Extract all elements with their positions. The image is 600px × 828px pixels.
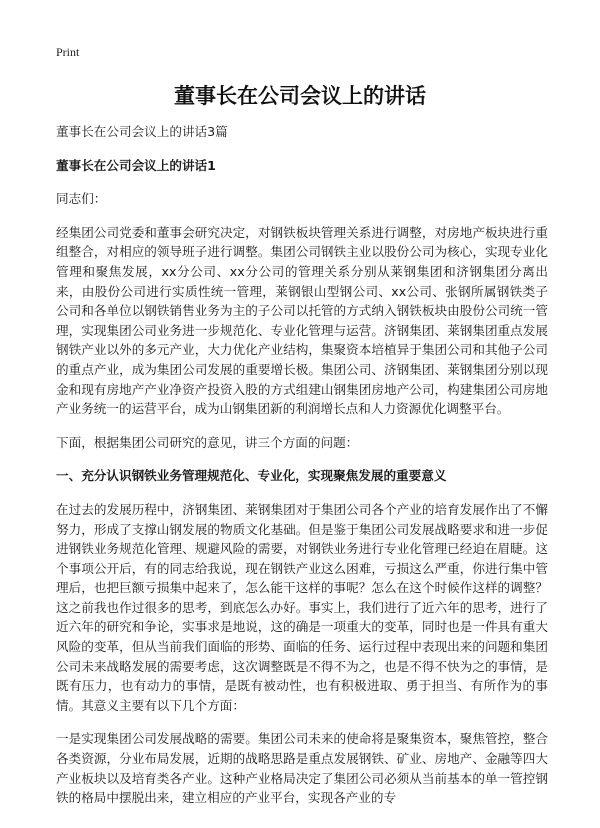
print-link[interactable]: Print xyxy=(56,45,80,59)
greeting: 同志们： xyxy=(56,191,107,207)
document-body xyxy=(56,122,548,820)
document-subtitle: 董事长在公司会议上的讲话3篇 xyxy=(56,124,228,139)
document-title: 董事长在公司会议上的讲话 xyxy=(174,84,426,108)
paragraph: 经集团公司党委和董事会研究决定，对钢铁板块管理关系进行调整，对房地产板块进行重组整合，对相应的领导班子进行调整。集团公司钢铁主业以股份公司为核心，实现专业化管理和聚焦发展，xx分公司、xx分公司的管理关系分别从莱钢集团和济钢集团分离出来，由股份公司进行实质性统一管理，莱钢银山型钢公司、xx公司、张钢所属钢铁类子公司和各单位以钢铁销售业务为主的子公司以托管的方式纳入钢铁板块由股份公司统一管理，实现集团公司业务进一步规范化、专业化管理与运营。济钢集团、莱钢集团重点发展钢铁产业以外的多元产业，大力优化产业结构，集聚资本培植异于集团公司和其他子公司的重点产业，成为集团公司发展的重要增长极。集团公司、济钢集团、莱钢集团分别以现金和现有房地产产业净资产投资入股的方式组建山钢集团房地产公司，构建集团公司房地产业务统一的运营平台，成为山钢集团新的利润增长点和人力资源优化调整平台。 xyxy=(56,224,548,417)
paragraph: 下面，根据集团公司研究的意见，讲三个方面的问题： xyxy=(56,434,359,450)
article-heading: 董事长在公司会议上的讲话1 xyxy=(56,157,216,173)
paragraph: 在过去的发展历程中，济钢集团、莱钢集团对于集团公司各个产业的培育发展作出了不懈努力，形成了支撑山钢发展的物质文化基础。但是鉴于集团公司发展战略要求和进一步促进钢铁业务规范化管理、规避风险的需要，对钢铁业务进行专业化管理已经迫在眉睫。这个事项公开后，有的同志给我说，现在钢铁产业这么困难，亏损这么严重，你进行集中管理后，也把巨额亏损集中起来了，怎么能干这样的事呢？怎么在这个时候作这样的调整？这之前我也作过很多的思考，到底怎么办好。事实上，我们进行了近六年的思考，进行了近六年的研究和争论，实事求是地说，这的确是一项重大的变革，同时也是一件具有重大风险的变革，但从当前我们面临的形势、面临的任务、运行过程中表现出来的问题和集团公司未来战略发展的需要考虑，这次调整既是不得不为之，也是不得不快为之的事情，是既有压力，也有动力的事情，是既有被动性，也有积极进取、勇于担当、有所作为的事情。其意义主要有以下几个方面： xyxy=(56,501,548,713)
paragraph: 一是实现集团公司发展战略的需要。集团公司未来的使命将是聚集资本，聚焦管控，整合各类资源，分业布局发展，近期的战略思路是重点发展钢铁、矿业、房地产、金融等四大产业板块以及培育类各产业。这种产业格局决定了集团公司必须从当前基本的单一管控钢铁的格局中摆脱出来，建立相应的产业平台，实现各产业的专 xyxy=(56,731,548,806)
section-heading: 一、充分认识钢铁业务管理规范化、专业化，实现聚焦发展的重要意义 xyxy=(56,468,447,484)
